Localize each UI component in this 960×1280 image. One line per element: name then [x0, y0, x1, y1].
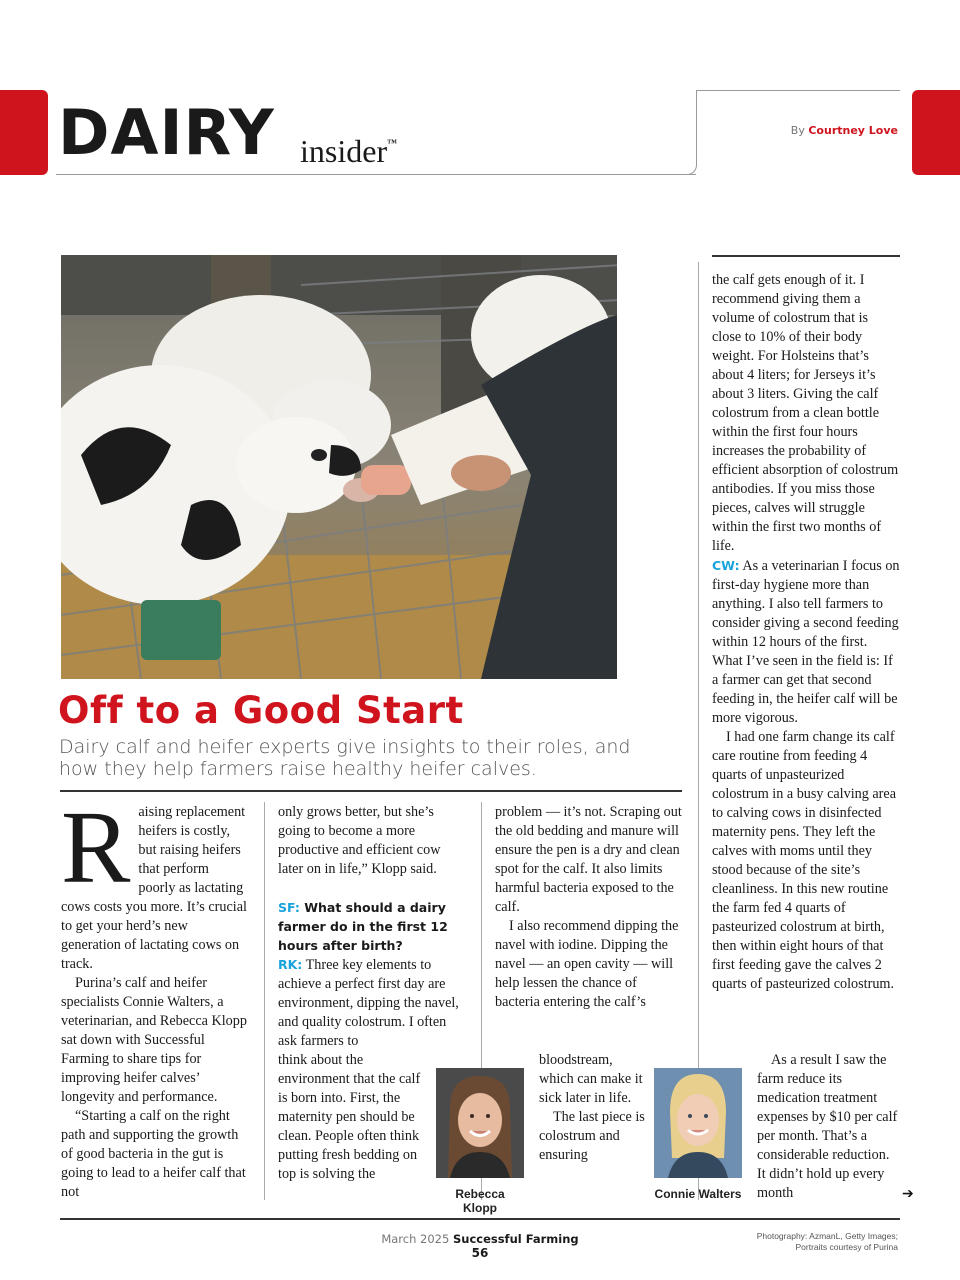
- footer-rule: [60, 1218, 900, 1220]
- brand-dairy: DAIRY: [58, 96, 275, 169]
- question-sf: SF: What should a dairy farmer do in the first 12 hours after birth?: [278, 900, 448, 953]
- calf-feeding-photo: [61, 255, 617, 679]
- column-divider: [264, 802, 265, 1200]
- article-column-4-narrow: As a result I saw the farm reduce its medication treatment expenses by $10 per calf per month. That’s a considerable reduction. It didn’t hold up every month: [757, 1052, 898, 1201]
- article-column-3-narrow: bloodstream, which can make it sick later in life. The last piece is colostrum and ensuring: [539, 1052, 645, 1163]
- article-column-4: the calf gets enough of it. I recommend giving them a volume of colostrum that is close to 10% of their body weight. For Holsteins that’s about 4 liters; for Jerseys it’s about 3 liters. Giving the calf colostrum from a clean bottle within the first four hours increases the probability of efficient absorption of colostrum antibodies. If you miss those pieces, calves will struggle within the first two months of life. CW: As a veterinarian I focus on first-day hygiene more than anything. I also tell farmers to consider giving a second feeding within 12 hours of the first. What I’ve seen in the field is: If a farmer can get that second feeding in, the heifer calf will be more vigorous. I had one farm change its calf care routine from feeding 4 quarts of unpasteurized colostrum in a busy calving area to calving cows in disinfected maternity pens. They left the calves with moms until they stood because of the site’s cleanliness. In this new routine the farm fed 4 quarts of pasteurized colostrum at birth, then within eight hours of that first feeding gave the calves 2 quarts of pasteurized colostrum.: [712, 272, 900, 992]
- header-top-rule: [696, 90, 900, 91]
- continue-arrow-icon: ➔: [902, 1187, 914, 1202]
- portrait-caption: Rebecca Klopp: [455, 1187, 505, 1215]
- article-headline: Off to a Good Start: [58, 689, 464, 732]
- brand-insider: insider™: [300, 133, 398, 169]
- article-column-2: only grows better, but she’s going to become a more productive and efficient cow later on in life,” Klopp said. SF: What should a dairy farmer do in the first 12 hours after birth? RK: Three key elements to achieve a perfect first day are environment, dipping the navel, and quality colostrum. I often ask farmers to: [278, 803, 466, 1051]
- answer-rk: RK: Three key elements to achieve a perfect first day are environment, dipping the navel, and quality colostrum. I often ask farmers to: [278, 957, 459, 1049]
- author-name: Courtney Love: [808, 124, 898, 137]
- answer-cw: CW: As a veterinarian I focus on first-day hygiene more than anything. I also tell farmers to consider giving a second feeding within 12 hours of the first. What I’ve seen in the field is: If a farmer can get that second feeding in, the heifer calf will be more vigorous.: [712, 558, 900, 726]
- article-deck: Dairy calf and heifer experts give insights to their roles, and how they help farmers raise healthy heifer calves.: [59, 736, 631, 780]
- portrait-rebecca-klopp: [436, 1068, 524, 1178]
- right-column-rule: [712, 255, 900, 257]
- drop-cap: R: [61, 790, 131, 905]
- right-red-tab: [912, 90, 960, 175]
- portrait-connie-walters: [654, 1068, 742, 1178]
- footer-issue: March 2025 Successful Farming: [381, 1232, 579, 1246]
- portrait-caption: Connie Walters: [654, 1187, 742, 1201]
- article-column-3: problem — it’s not. Scraping out the old bedding and manure will ensure the pen is a dry and clean spot for the calf. It also limits harmful bacteria exposed to the calf. I also recommend dipping the navel with iodine. Dipping the navel — an open cavity — will help lessen the chance of bacteria entering the calf’s: [495, 804, 682, 1010]
- photo-credits: Photography: AzmanL, Getty Images; Portraits courtesy of Purina: [756, 1231, 898, 1252]
- header-curve: [640, 90, 697, 175]
- left-red-tab: [0, 90, 48, 175]
- article-column-1: Raising replacement heifers is costly, but raising heifers that perform poorly as lactating cows costs you more. It’s crucial to get your herd’s new generation of lactating cows on track. Purina’s calf and heifer specialists Connie Walters, a veterinarian, and Rebecca Klopp sat down with Successful Farming to share tips for improving heifer calves’ longevity and performance. “Starting a calf on the right path and supporting the growth of good bacteria in the gut is going to lead to a heifer calf that not: [61, 790, 247, 1200]
- column-divider: [698, 262, 699, 1200]
- byline: By Courtney Love: [790, 124, 898, 137]
- page-number: 56: [471, 1246, 489, 1260]
- headline-rule: [60, 790, 682, 792]
- article-column-2-narrow: think about the environment that the calf is born into. First, the maternity pen should be clean. People often think putting fresh bedding on top is solving the: [278, 1052, 421, 1182]
- header-rule: [56, 174, 696, 175]
